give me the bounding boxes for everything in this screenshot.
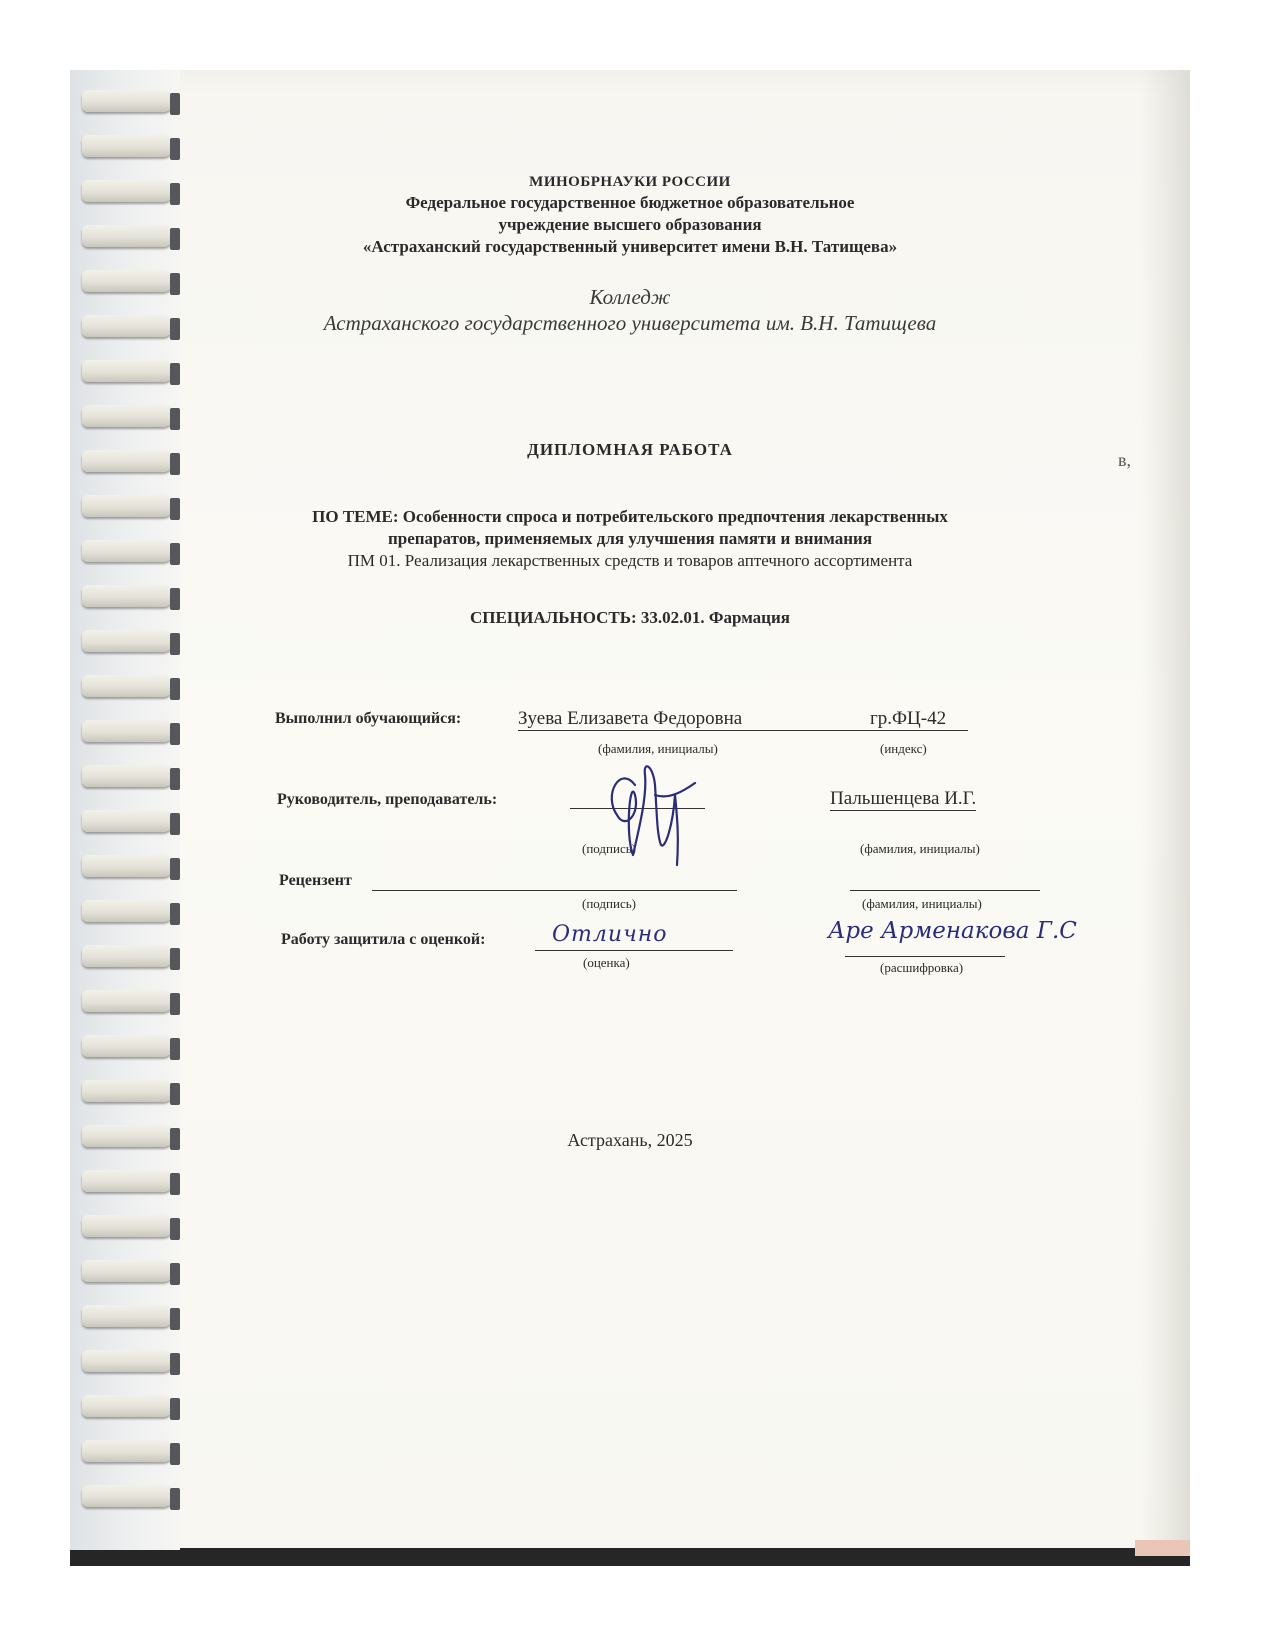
- surface-shadow: [70, 1548, 1190, 1566]
- binding-ring: [82, 1170, 174, 1192]
- binding-ring: [82, 990, 174, 1012]
- bleed-through-text: в,: [1118, 450, 1131, 470]
- author-group: гр.ФЦ-42: [870, 708, 947, 729]
- binding-ring: [82, 855, 174, 877]
- author-name-caption: (фамилия, инициалы): [598, 741, 718, 756]
- binding-ring: [82, 675, 174, 697]
- binding-ring: [82, 1215, 174, 1237]
- module-title: ПМ 01. Реализация лекарственных средств и товаров аптечного ассортимента: [347, 551, 913, 570]
- reviewer-name-line: [850, 890, 1040, 891]
- binding-ring: [82, 1350, 174, 1372]
- topic-line-2: препаратов, применяемых для улучшения памяти и внимания: [387, 529, 873, 548]
- binding-ring: [82, 945, 174, 967]
- reviewer-name-caption: (фамилия, инициалы): [862, 896, 982, 911]
- defense-grade-handwritten: Отлично: [552, 922, 668, 947]
- sheet-corner: [1135, 1540, 1190, 1556]
- binding-ring: [82, 1305, 174, 1327]
- binding-ring: [82, 720, 174, 742]
- institution-line-2: учреждение высшего образования: [498, 215, 762, 234]
- binding-ring: [82, 765, 174, 787]
- supervisor-sign-caption: (подпись): [582, 841, 636, 856]
- reviewer-sign-line: [372, 890, 737, 891]
- document-type-title: ДИПЛОМНАЯ РАБОТА: [527, 440, 733, 459]
- binding-ring: [82, 90, 174, 112]
- supervisor-name-caption: (фамилия, инициалы): [860, 841, 980, 856]
- defense-signature-caption: (расшифровка): [880, 960, 964, 975]
- binding-ring: [82, 360, 174, 382]
- defense-grade-line: [535, 950, 733, 951]
- reviewer-sign-caption: (подпись): [582, 896, 636, 911]
- institution-line-1: Федеральное государственное бюджетное образовательное: [405, 193, 855, 212]
- binding-ring: [82, 1395, 174, 1417]
- binding-ring: [82, 810, 174, 832]
- binding-ring: [82, 900, 174, 922]
- author-label: Выполнил обучающийся:: [275, 710, 462, 727]
- defense-signature-handwritten: Аре Арменакова Г.С: [828, 918, 1077, 944]
- city-year: Астрахань, 2025: [567, 1130, 693, 1150]
- specialty: СПЕЦИАЛЬНОСТЬ: 33.02.01. Фармация: [470, 608, 790, 627]
- binding-ring: [82, 135, 174, 157]
- binding-ring: [82, 1260, 174, 1282]
- defense-label: Работу защитила с оценкой:: [281, 931, 486, 948]
- defense-signature-line: [845, 956, 1005, 957]
- binding-ring: [82, 1035, 174, 1057]
- binding-ring: [82, 1080, 174, 1102]
- institution-line-3: «Астраханский государственный университет имени В.Н. Татищева»: [362, 237, 898, 256]
- binding-ring: [82, 405, 174, 427]
- college-line-2: Астраханского государственного университета им. В.Н. Татищева: [323, 311, 937, 335]
- binding-ring: [82, 630, 174, 652]
- reviewer-label: Рецензент: [279, 872, 352, 889]
- supervisor-signature: [595, 755, 710, 870]
- college-line-1: Колледж: [589, 285, 671, 309]
- author-group-caption: (индекс): [880, 741, 927, 756]
- ministry-name: МИНОБРНАУКИ РОССИИ: [529, 174, 731, 190]
- topic-line-1: ПО ТЕМЕ: Особенности спроса и потребительского предпочтения лекарственных: [312, 507, 948, 526]
- supervisor-name: Пальшенцева И.Г.: [830, 788, 977, 809]
- binding-ring: [82, 1440, 174, 1462]
- author-name: Зуева Елизавета Федоровна: [518, 708, 743, 729]
- defense-grade-caption: (оценка): [583, 955, 630, 970]
- supervisor-label: Руководитель, преподаватель:: [277, 791, 498, 808]
- binding-ring: [82, 1485, 174, 1507]
- binding-ring: [82, 585, 174, 607]
